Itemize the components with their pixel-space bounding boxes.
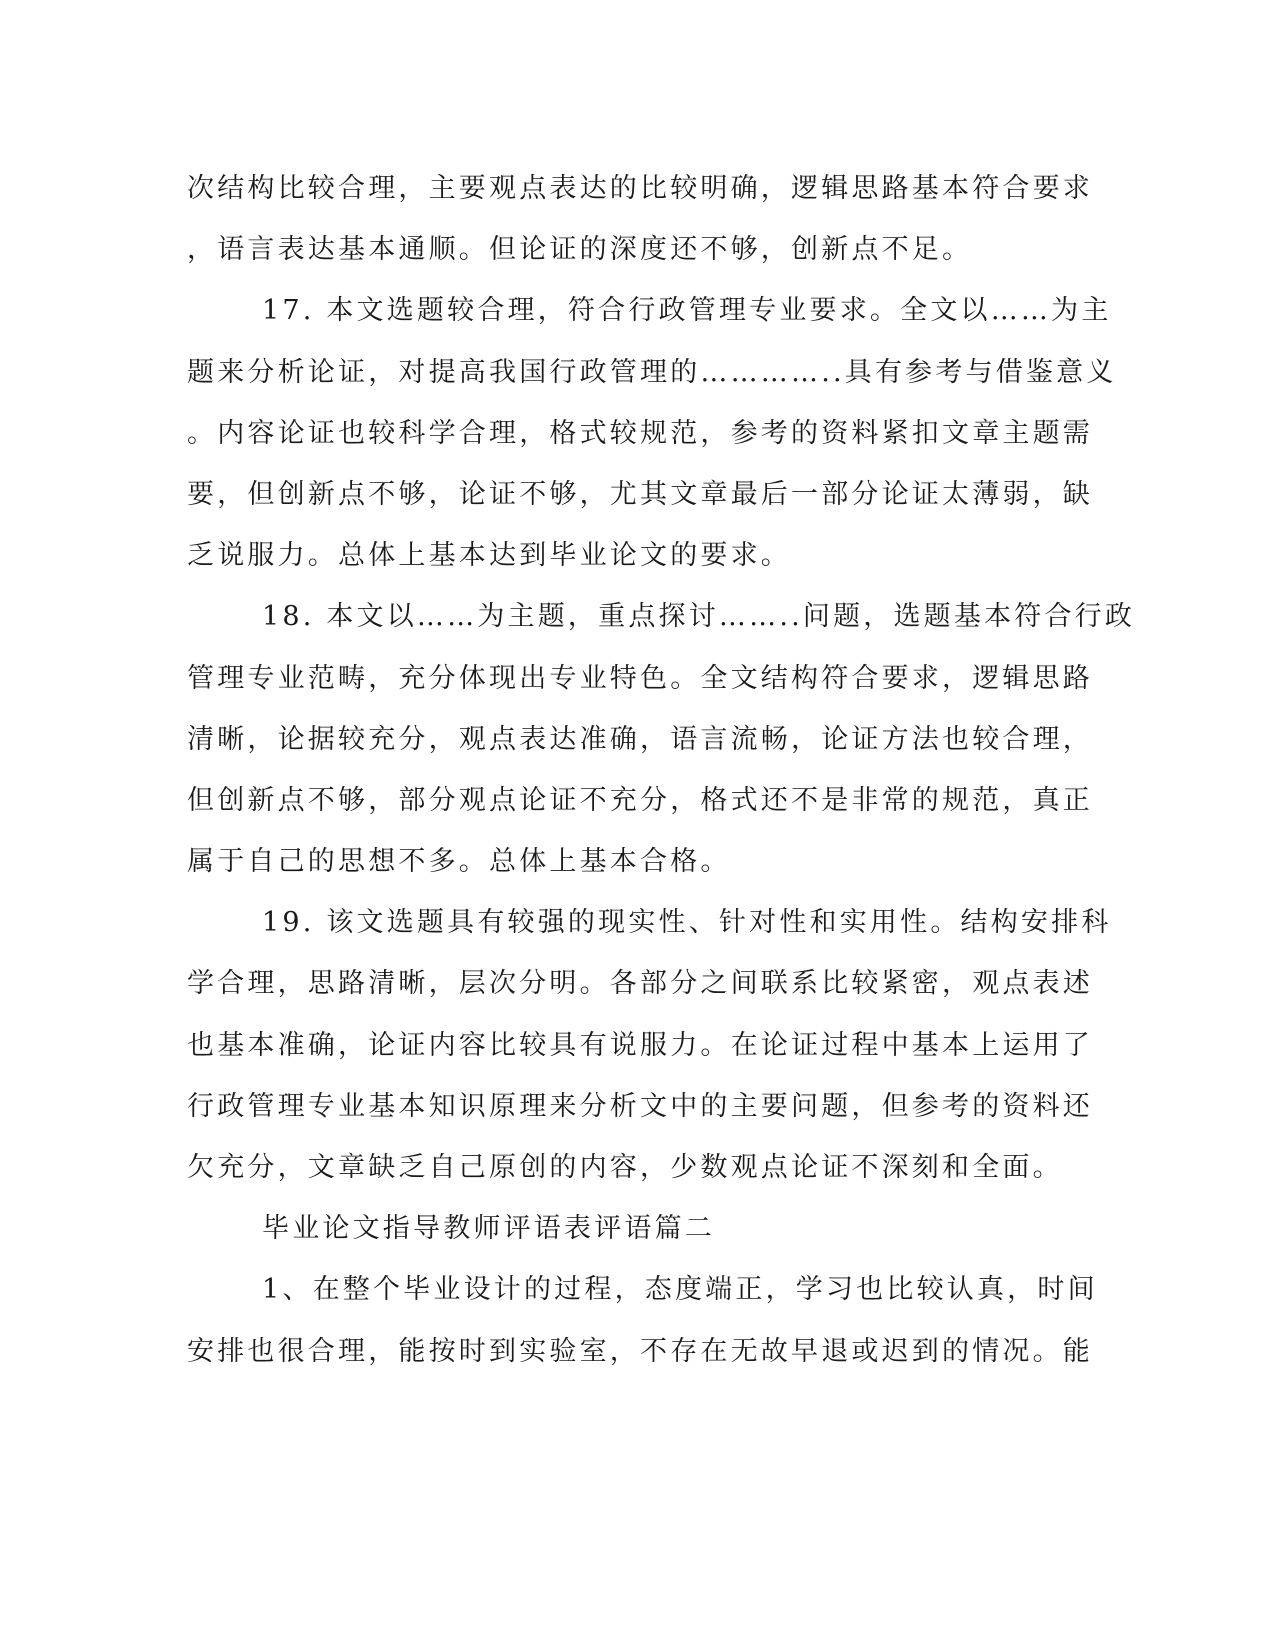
text-line: 清晰，论据较充分，观点表达准确，语言流畅，论证方法也较合理，	[187, 723, 1093, 755]
text-line: 也基本准确，论证内容比较具有说服力。在论证过程中基本上运用了	[187, 1029, 1093, 1061]
text-line: 要，但创新点不够，论证不够，尤其文章最后一部分论证太薄弱，缺	[187, 478, 1093, 510]
text-line: 管理专业范畴，充分体现出专业特色。全文结构符合要求，逻辑思路	[187, 662, 1093, 694]
text-line: 欠充分，文章缺乏自己原创的内容，少数观点论证不深刻和全面。	[187, 1152, 1063, 1183]
text-line: 乏说服力。总体上基本达到毕业论文的要求。	[187, 540, 791, 572]
paragraph-18-start: 18. 本文以……为主题，重点探讨……..问题，选题基本符合行政	[262, 601, 1136, 633]
text-line: 安排也很合理，能按时到实验室，不存在无故早退或迟到的情况。能	[187, 1335, 1093, 1367]
paragraph-19-start: 19. 该文选题具有较强的现实性、针对性和实用性。结构安排科	[262, 907, 1112, 939]
text-line: ，语言表达基本通顺。但论证的深度还不够，创新点不足。	[187, 234, 973, 266]
paragraph-17-start: 17. 本文选题较合理，符合行政管理专业要求。全文以……为主	[262, 295, 1112, 327]
body-text	[187, 158, 1136, 1382]
section-heading: 毕业论文指导教师评语表评语篇二	[262, 1213, 715, 1245]
text-line: 。内容论证也较科学合理，格式较规范，参考的资料紧扣文章主题需	[187, 417, 1093, 449]
text-line: 题来分析论证，对提高我国行政管理的…………..具有参考与借鉴意义	[187, 356, 1117, 388]
text-line: 行政管理专业基本知识原理来分析文中的主要问题，但参考的资料还	[187, 1090, 1093, 1122]
paragraph-1-start: 1、在整个毕业设计的过程，态度端正，学习也比较认真，时间	[262, 1274, 1098, 1306]
text-line: 但创新点不够，部分观点论证不充分，格式还不是非常的规范，真正	[187, 784, 1093, 816]
text-line: 学合理，思路清晰，层次分明。各部分之间联系比较紧密，观点表述	[187, 968, 1093, 1000]
text-line: 次结构比较合理，主要观点表达的比较明确，逻辑思路基本符合要求	[187, 173, 1093, 204]
text-line: 属于自己的思想不多。总体上基本合格。	[187, 846, 731, 878]
